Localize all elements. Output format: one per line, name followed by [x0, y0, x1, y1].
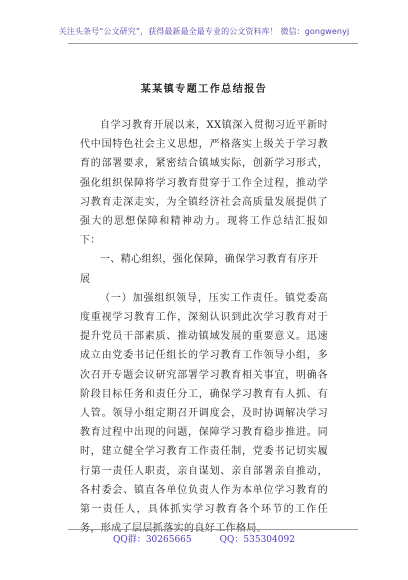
qq-number: 535304092 — [243, 535, 295, 545]
qq-label: QQ： — [219, 535, 244, 545]
footer-contact — [0, 532, 408, 545]
footer-divider — [68, 529, 358, 530]
header-ad-text: 关注头条号“公文研究”，获得最新最全最专业的公文资料库！ 微信：gongwenyj — [58, 27, 350, 36]
document-title: 某某镇专题工作总结报告 — [140, 84, 268, 95]
section-paragraph: （一）加强组织领导，压实工作责任。镇党委高度重视学习教育工作，深刻认识到此次学习教育对于提升党员干部素质、推动镇域发展的重要意义。迅速成立由党委书记任组长的学习教育工作领导小组，多次召开专题会议研究部署学习教育相关事宜，明确各阶段目标任务和责任分工，确保学习教育有人抓、有人管。领导小组定期召开调度会，及时协调解决学习教育过程中出现的问题，保障学习教育稳步推进。同时，建立健全学习教育工作责任制，党委书记切实履行第一责任人职责，亲自谋划、亲自部署亲自推动，各村委会、镇直各单位负责人作为本单位学习教育的第一责任人，具体抓实学习教育各个环节的工作任务，形成了层层抓落实的良好工作格局。 — [80, 292, 328, 535]
header-divider — [68, 43, 358, 44]
qq-group-label: QQ群： — [113, 535, 146, 545]
document-body — [80, 116, 328, 538]
section-heading: 一、精心组织，强化保障，确保学习教育有序开展 — [80, 254, 319, 285]
intro-paragraph: 自学习教育开展以来，XX镇深入贯彻习近平新时代中国特色社会主义思想，严格落实上级关于学习教育的部署要求，紧密结合镇域实际，创新学习形式，强化组织保障将学习教育贯穿于工作全过程，推动学习教育走深走实，为全镇经济社会高质量发展提供了强大的思想保障和精神动力。现将工作总结汇报如下： — [80, 120, 328, 247]
qq-group-number: 30265665 — [145, 535, 192, 545]
